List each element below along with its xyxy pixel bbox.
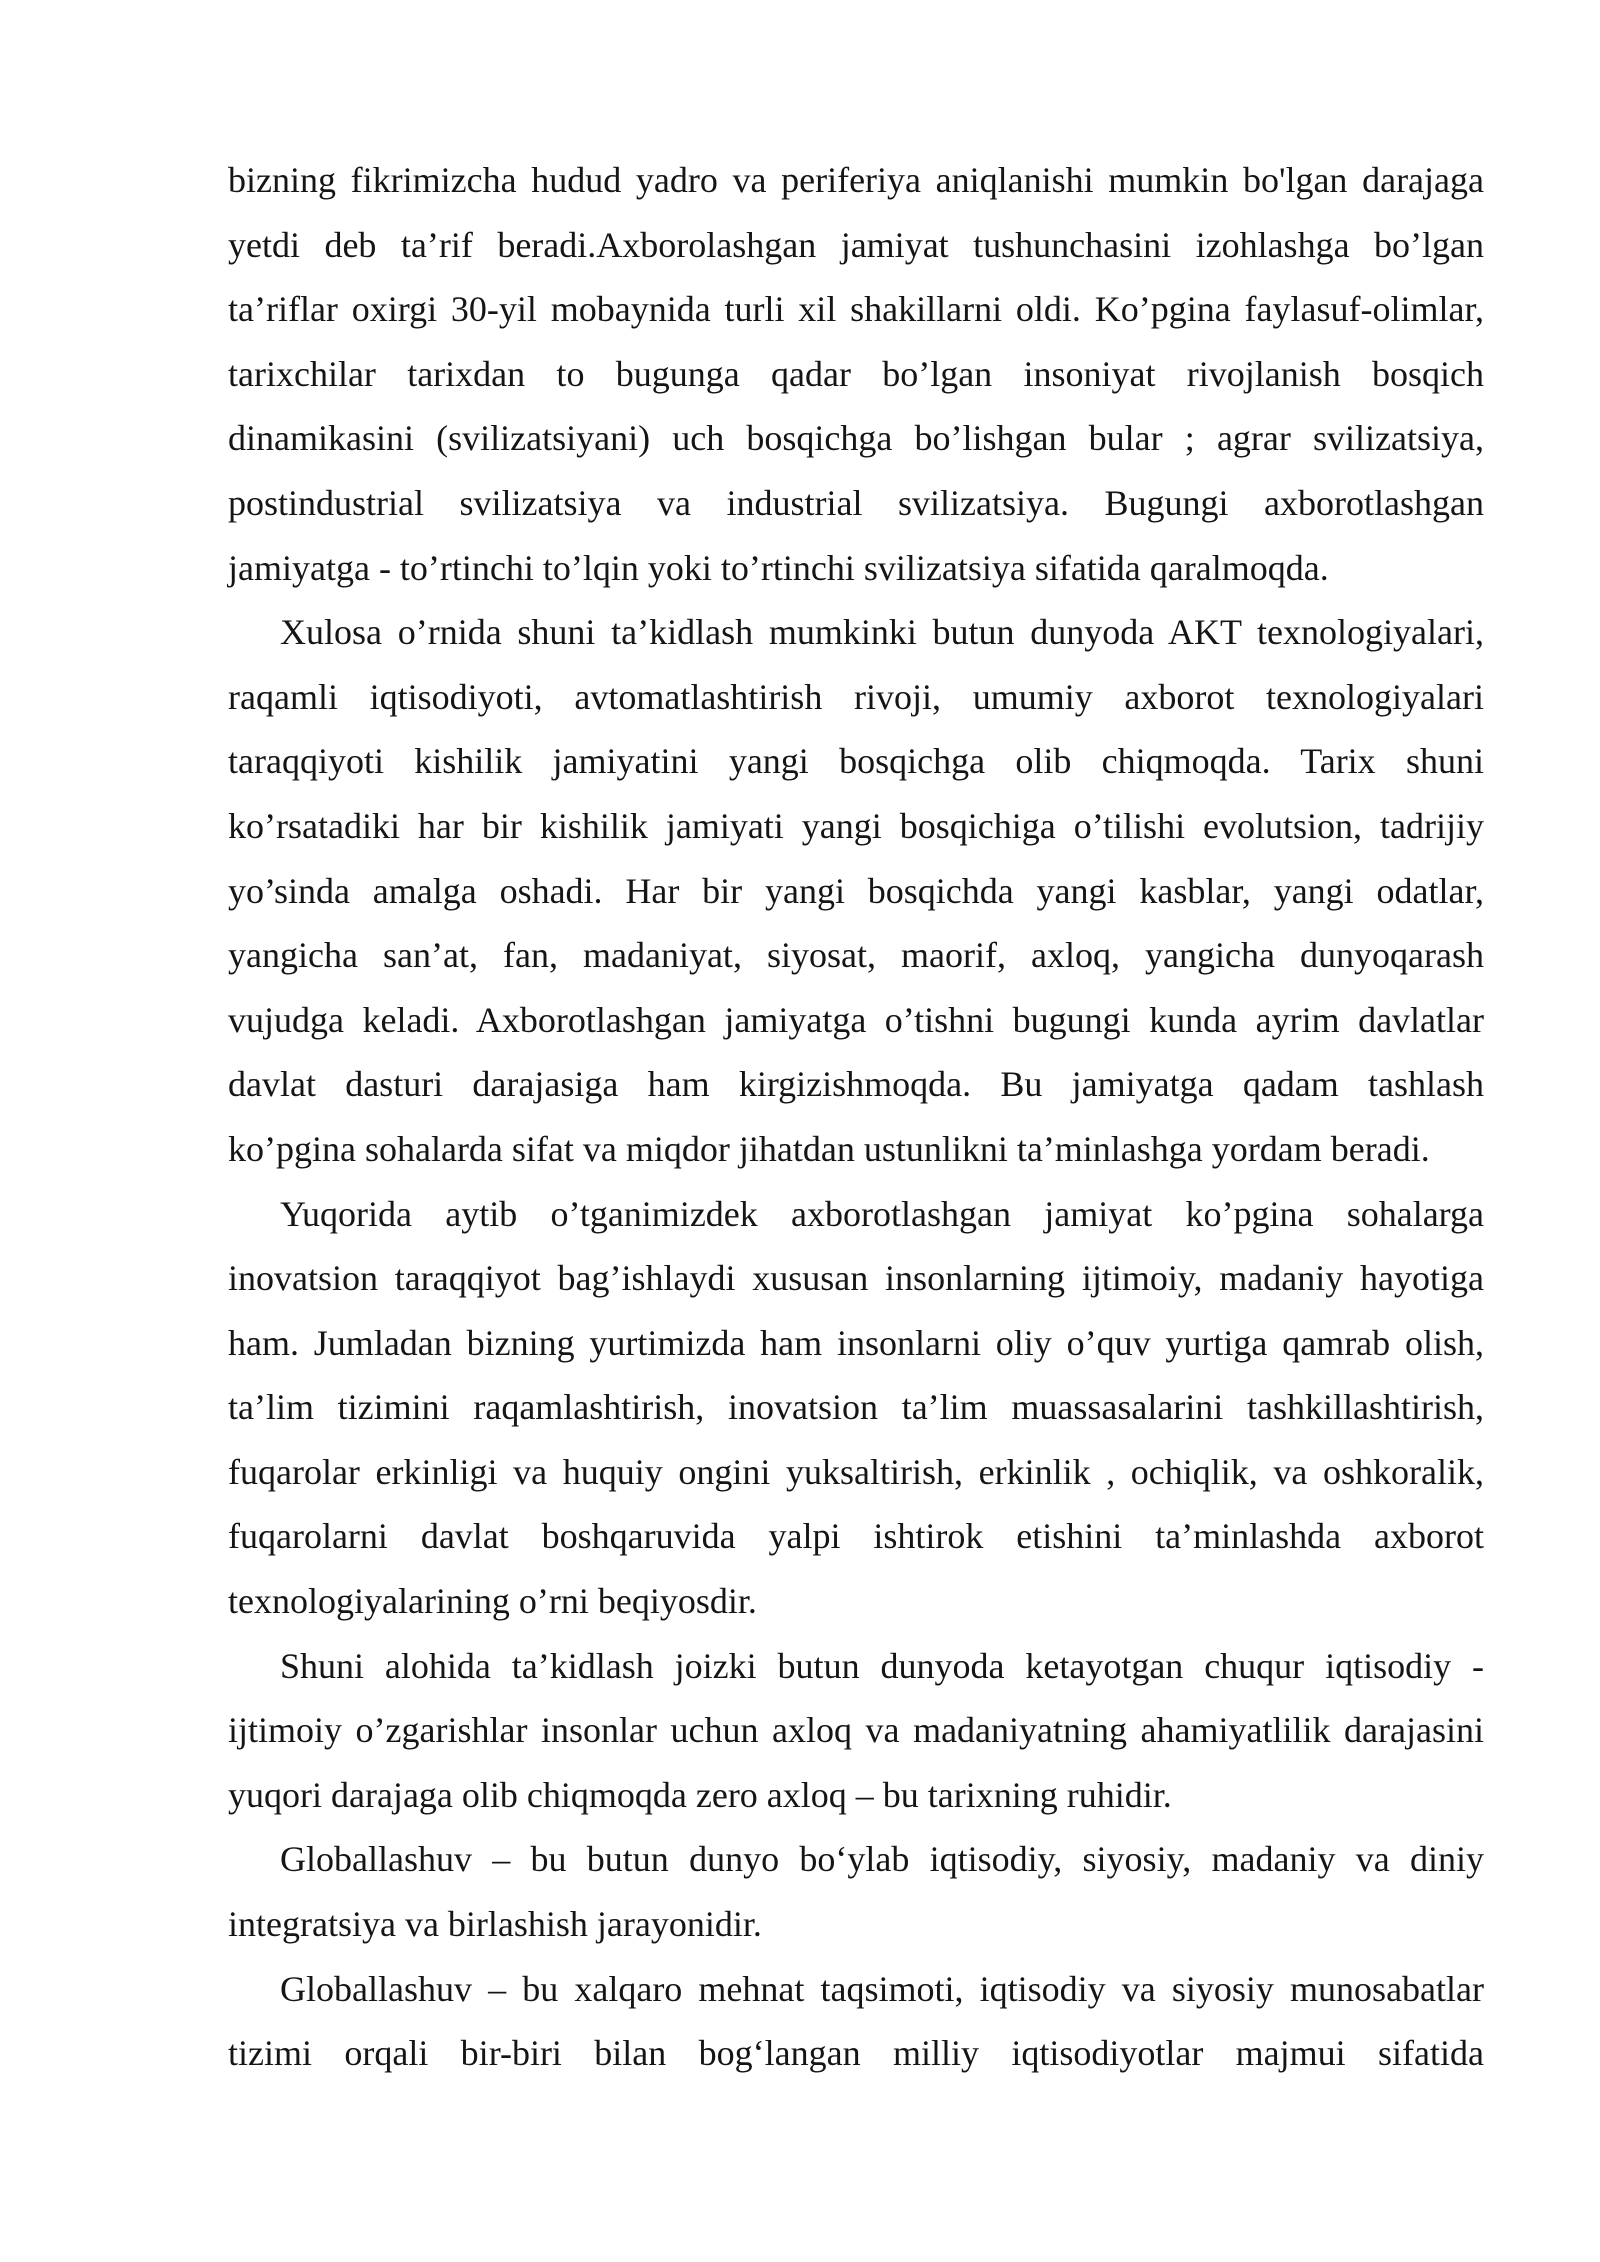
text-line: postindustrial svilizatsiya va industrial svilizatsiya. Bugungi axborotlashgan	[228, 482, 1484, 523]
paragraph	[228, 1182, 1484, 1634]
text-line: inovatsion taraqqiyot bag’ishlaydi xususan insonlarning ijtimoiy, madaniy hayotiga	[228, 1258, 1484, 1299]
text-line: Globallashuv – bu xalqaro mehnat taqsimoti, iqtisodiy va siyosiy munosabatlar	[280, 1968, 1484, 2009]
text-line: tizimi orqali bir-biri bilan bogʻlangan milliy iqtisodiyotlar majmui sifatida	[228, 2033, 1484, 2074]
text-line: Xulosa o’rnida shuni ta’kidlash mumkinki butun dunyoda AKT texnologiyalari,	[280, 612, 1484, 653]
text-line: vujudga keladi. Axborotlashgan jamiyatga o’tishni bugungi kunda ayrim davlatlar	[228, 999, 1484, 1040]
text-block	[228, 148, 1484, 2086]
text-line: ko’pgina sohalarda sifat va miqdor jihatdan ustunlikni ta’minlashga yordam beradi.	[228, 1128, 1430, 1169]
text-line: taraqqiyoti kishilik jamiyatini yangi bosqichga olib chiqmoqda. Tarix shuni	[228, 741, 1484, 782]
text-line: yuqori darajaga olib chiqmoqda zero axloq – bu tarixning ruhidir.	[228, 1774, 1172, 1815]
text-line: fuqarolarni davlat boshqaruvida yalpi ishtirok etishini ta’minlashda axborot	[228, 1516, 1484, 1557]
text-line: ta’lim tizimini raqamlashtirish, inovatsion ta’lim muassasalarini tashkillashtirish,	[228, 1387, 1484, 1428]
text-line: dinamikasini (svilizatsiyani) uch bosqichga bo’lishgan bular ; agrar svilizatsiya,	[228, 418, 1484, 459]
text-line: yo’sinda amalga oshadi. Har bir yangi bosqichda yangi kasblar, yangi odatlar,	[228, 870, 1484, 911]
text-line: fuqarolar erkinligi va huquiy ongini yuksaltirish, erkinlik , ochiqlik, va oshkoralik,	[228, 1451, 1484, 1492]
text-line: integratsiya va birlashish jarayonidir.	[228, 1904, 762, 1945]
paragraph	[228, 148, 1484, 600]
paragraph	[228, 1827, 1484, 1956]
text-line: ta’riflar oxirgi 30-yil mobaynida turli xil shakillarni oldi. Ko’pgina faylasuf-olimlar,	[228, 289, 1484, 330]
paragraph	[228, 1634, 1484, 1828]
text-line: Globallashuv – bu butun dunyo boʻylab iqtisodiy, siyosiy, madaniy va diniy	[280, 1839, 1484, 1880]
text-line: yetdi deb ta’rif beradi.Axborolashgan jamiyat tushunchasini izohlashga bo’lgan	[228, 224, 1484, 265]
text-line: ham. Jumladan bizning yurtimizda ham insonlarni oliy o’quv yurtiga qamrab olish,	[228, 1322, 1484, 1363]
paragraph	[228, 600, 1484, 1181]
text-line: jamiyatga - to’rtinchi to’lqin yoki to’rtinchi svilizatsiya sifatida qaralmoqda.	[228, 547, 1329, 588]
text-line: tarixchilar tarixdan to bugunga qadar bo’lgan insoniyat rivojlanish bosqich	[228, 353, 1484, 394]
text-line: bizning fikrimizcha hudud yadro va periferiya aniqlanishi mumkin bo'lgan darajaga	[228, 160, 1484, 200]
text-line: texnologiyalarining o’rni beqiyosdir.	[228, 1581, 757, 1622]
text-line: yangicha san’at, fan, madaniyat, siyosat, maorif, axloq, yangicha dunyoqarash	[228, 935, 1484, 976]
text-line: Yuqorida aytib o’tganimizdek axborotlashgan jamiyat ko’pgina sohalarga	[280, 1193, 1484, 1234]
text-line: raqamli iqtisodiyoti, avtomatlashtirish rivoji, umumiy axborot texnologiyalari	[228, 676, 1484, 717]
text-line: Shuni alohida ta’kidlash joizki butun dunyoda ketayotgan chuqur iqtisodiy -	[280, 1645, 1484, 1686]
paragraph	[228, 1957, 1484, 2086]
text-line: ko’rsatadiki har bir kishilik jamiyati yangi bosqichiga o’tilishi evolutsion, tadrijiy	[228, 805, 1484, 846]
text-line: ijtimoiy o’zgarishlar insonlar uchun axloq va madaniyatning ahamiyatlilik darajasini	[228, 1710, 1484, 1751]
text-line: davlat dasturi darajasiga ham kirgizishmoqda. Bu jamiyatga qadam tashlash	[228, 1064, 1484, 1105]
